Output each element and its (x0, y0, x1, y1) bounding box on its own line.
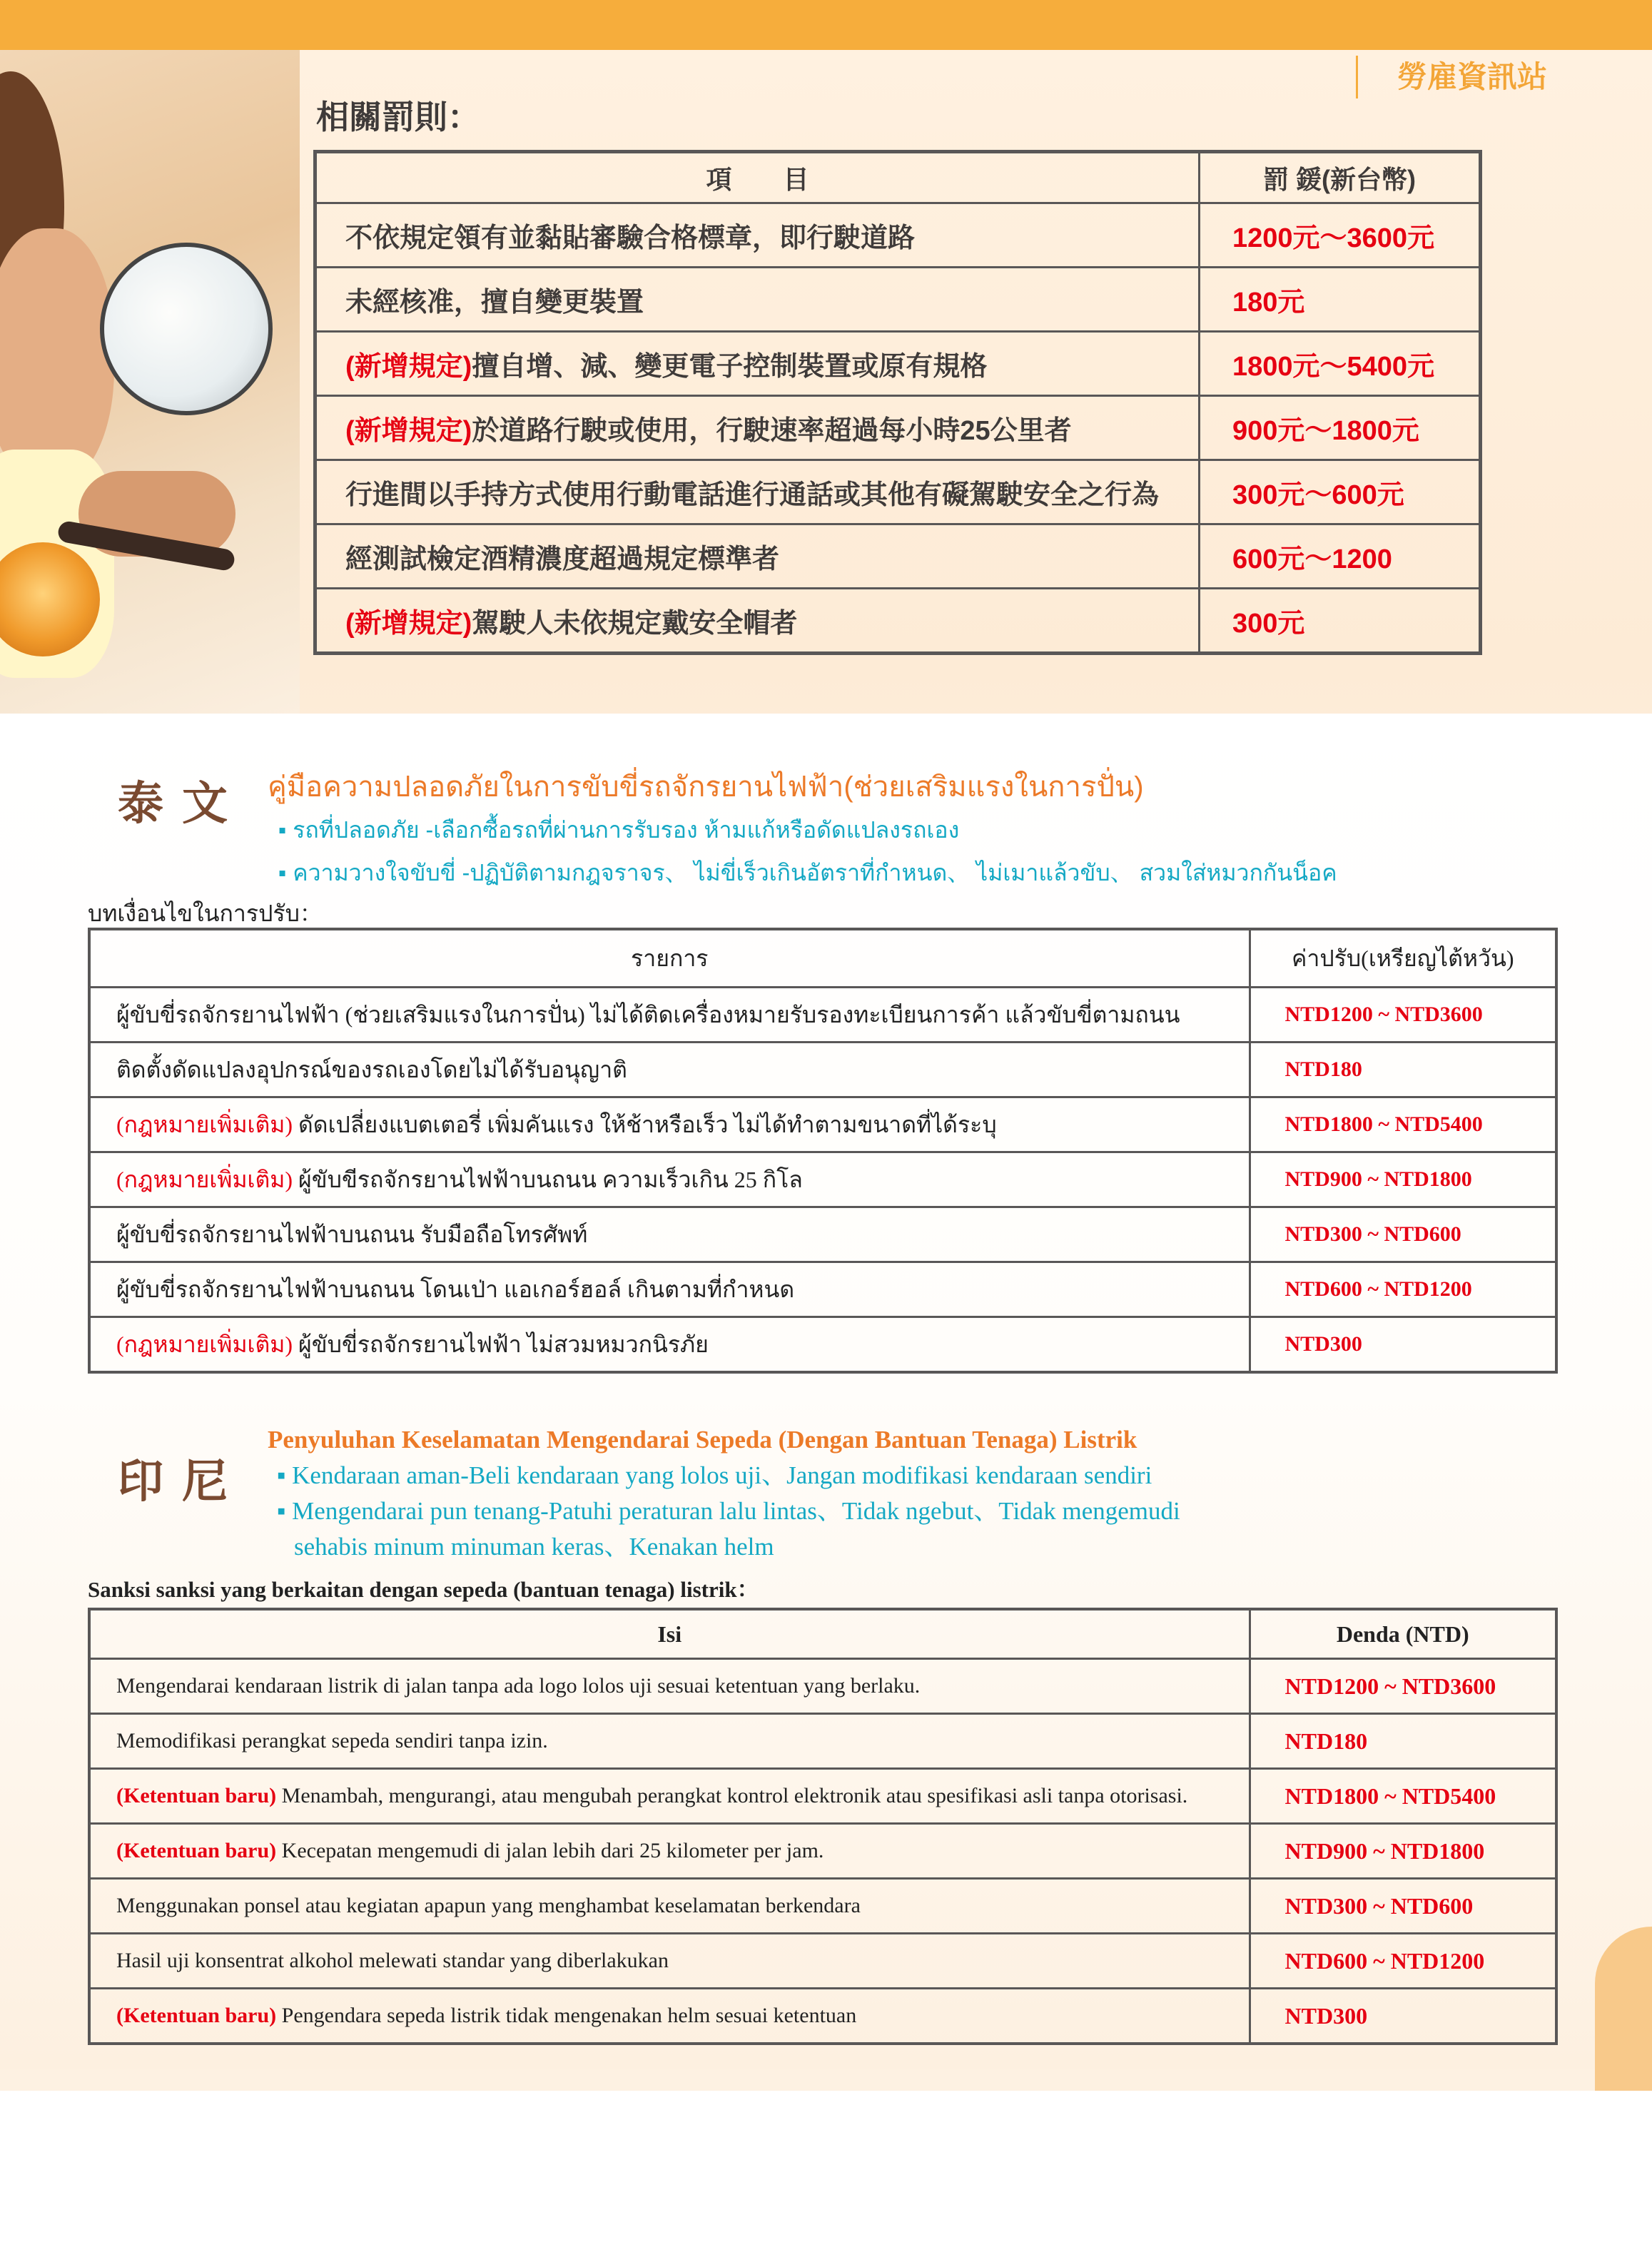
table-row: ผู้ขับขี่รถจักรยานไฟฟ้า (ช่วยเสริมแรงในการปั่น) ไม่ได้ติดเครื่องหมายรับรองทะเบียนการค้า แล้วขับขี่ตามถนน NTD1200 ~ NTD3600 (89, 988, 1556, 1043)
thai-section-label: 泰文 (118, 778, 246, 829)
indo-sub-heading: Sanksi sanksi yang berkaitan dengan sepeda (bantuan tenaga) listrik： (88, 1577, 759, 1602)
table-row: Memodifikasi perangkat sepeda sendiri tanpa izin. NTD180 (89, 1714, 1556, 1769)
table-row: 行進間以手持方式使用行動電話進行通話或其他有礙駕駛安全之行為 300元～600元 (315, 460, 1481, 524)
zh-heading: 相關罰則： (316, 98, 480, 136)
table-row: (กฎหมายเพิ่มเติม) ผู้ขับขีรถจักรยานไฟฟ้าบนถนน ความเร็วเกิน 25 กิโล NTD900 ~ NTD1800 (89, 1152, 1556, 1207)
table-row: (Ketentuan baru) Kecepatan mengemudi di jalan lebih dari 25 kilometer per jam. NTD900 ~ NTD1800 (89, 1824, 1556, 1879)
indo-section-label: 印尼 (118, 1456, 246, 1507)
table-row: 不依規定領有並黏貼審驗合格標章，即行駛道路 1200元～3600元 (315, 203, 1481, 268)
mirror-image (100, 243, 273, 415)
table-row: (กฎหมายเพิ่มเติม) ผู้ขับขี่รถจักรยานไฟฟ้า ไม่สวมหมวกนิรภัย NTD300 (89, 1317, 1556, 1373)
indo-penalty-table (88, 1608, 1558, 2045)
indo-bullet: ▪ Kendaraan aman-Beli kendaraan yang lolos uji、Jangan modifikasi kendaraan sendiri (277, 1461, 1152, 1489)
col-fine-header: 罰 鍰(新台幣) (1200, 152, 1481, 203)
zh-penalty-table (313, 150, 1482, 655)
table-row: (Ketentuan baru) Pengendara sepeda listrik tidak mengenakan helm sesuai ketentuan NTD300 (89, 1989, 1556, 2044)
col-fine-header: Denda (NTD) (1250, 1609, 1556, 1659)
table-row: (新增規定)擅自增、減、變更電子控制裝置或原有規格 1800元～5400元 (315, 332, 1481, 396)
indo-bullet: ▪ Mengendarai pun tenang-Patuhi peraturan lalu lintas、Tidak ngebut、Tidak mengemudi (277, 1497, 1180, 1525)
table-row: ผู้ขับขี่รถจักรยานไฟฟ้าบนถนน โดนเป่า แอเกอร์ฮอล์ เกินตามที่กำหนด NTD600 ~ NTD1200 (89, 1262, 1556, 1317)
thai-title: คู่มือความปลอดภัยในการขับขี่รถจักรยานไฟฟ้า(ช่วยเสริมแรงในการปั่น) (268, 771, 1144, 803)
thai-bullet: ▪ ความวางใจขับขี่ -ปฏิบัติตามกฎจราจร、 ไม่ขี่เร็วเกินอัตราที่กำหนด、 ไม่เมาแล้วขับ、 สวมใส่หมวกกันน็อค (278, 860, 1337, 886)
table-header-row (89, 929, 1556, 988)
table-row: (กฎหมายเพิ่มเติม) ดัดเปลี่ยงแบตเตอรี่ เพิ่มคันแรง ให้ช้าหรือเร็ว ไม่ได้ทำตามขนาดที่ได้ระบุ NTD1800 ~ NTD5400 (89, 1097, 1556, 1152)
col-item-header: รายการ (89, 929, 1250, 988)
thai-bullet: ▪ รถที่ปลอดภัย -เลือกซื้อรถที่ผ่านการรับรอง ห้ามแก้หรือดัดแปลงรถเอง (278, 817, 960, 843)
table-row: 經測試檢定酒精濃度超過規定標準者 600元～1200 (315, 524, 1481, 589)
site-name: 勞雇資訊站 (1356, 56, 1547, 98)
col-fine-header: ค่าปรับ(เหรียญไต้หวัน) (1250, 929, 1556, 988)
col-item-header: 項 目 (315, 152, 1200, 203)
table-row: Hasil uji konsentrat alkohol melewati standar yang diberlakukan NTD600 ~ NTD1200 (89, 1934, 1556, 1989)
table-row: 未經核准，擅自變更裝置 180元 (315, 268, 1481, 332)
indo-title: Penyuluhan Keselamatan Mengendarai Sepeda (Dengan Bantuan Tenaga) Listrik (268, 1426, 1137, 1454)
thai-penalty-table (88, 928, 1558, 1374)
table-header-row (315, 152, 1481, 203)
table-row: Mengendarai kendaraan listrik di jalan tanpa ada logo lolos uji sesuai ketentuan yang berlaku. NTD1200 ~ NTD3600 (89, 1659, 1556, 1714)
table-row: (新增規定)駕駛人未依規定戴安全帽者 300元 (315, 589, 1481, 654)
top-orange-bar (0, 0, 1652, 50)
thai-sub-heading: บทเงื่อนไขในการปรับ： (88, 901, 323, 926)
indo-bullet: sehabis minum minuman keras、Kenakan helm (294, 1533, 774, 1561)
table-row: ติดตั้งดัดแปลงอุปกรณ์ของรถเองโดยไม่ได้รับอนุญาติ NTD180 (89, 1043, 1556, 1097)
col-item-header: Isi (89, 1609, 1250, 1659)
table-row: (Ketentuan baru) Menambah, mengurangi, atau mengubah perangkat kontrol elektronik atau spesifikasi asli tanpa otorisasi. NTD1800 ~ NTD5400 (89, 1769, 1556, 1824)
table-header-row (89, 1609, 1556, 1659)
table-row: ผู้ขับขี่รถจักรยานไฟฟ้าบนถนน รับมือถือโทรศัพท์ NTD300 ~ NTD600 (89, 1207, 1556, 1262)
table-row: Menggunakan ponsel atau kegiatan apapun yang menghambat keselamatan berkendara NTD300 ~ NTD600 (89, 1879, 1556, 1934)
rider-photo (0, 50, 300, 714)
table-row: (新增規定)於道路行駛或使用，行駛速率超過每小時25公里者 900元～1800元 (315, 396, 1481, 460)
